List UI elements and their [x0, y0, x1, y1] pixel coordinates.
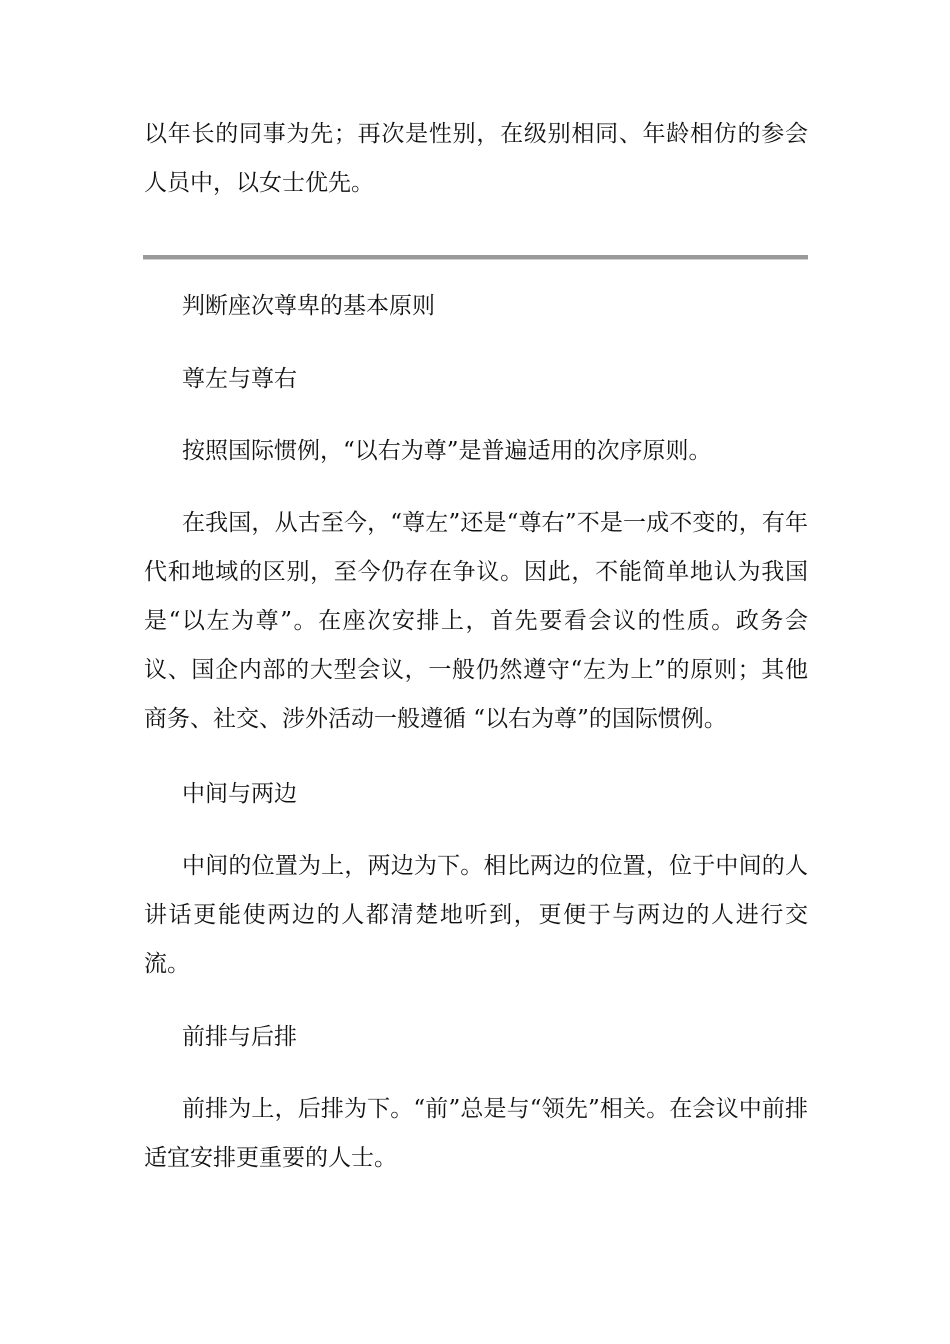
paragraph-front-back: 前排为上，后排为下。“前”总是与“领先”相关。在会议中前排适宜安排更重要的人士。 — [144, 1096, 808, 1171]
section-title: 判断座次尊卑的基本原则 — [182, 293, 435, 319]
paragraph-china-practice: 在我国，从古至今，“尊左”还是“尊右”不是一成不变的，有年代和地域的区别，至今仍存在争议。因此，不能简单地认为我国是“以左为尊”。在座次安排上，首先要看会议的性质。政务会议、国企内部的大型会议，一般仍然遵守“左为上”的原则；其他商务、社交、涉外活动一般遵循 “以右为尊”的国际惯例。 — [144, 510, 808, 732]
subsection-heading-center-sides: 中间与两边 — [182, 781, 297, 807]
subsection-heading-left-right: 尊左与尊右 — [182, 366, 297, 392]
paragraph-center-sides: 中间的位置为上，两边为下。相比两边的位置，位于中间的人讲话更能使两边的人都清楚地听到，更便于与两边的人进行交流。 — [144, 853, 808, 977]
horizontal-divider — [143, 255, 808, 260]
continuation-paragraph: 以年长的同事为先；再次是性别，在级别相同、年龄相仿的参会人员中，以女士优先。 — [144, 121, 808, 196]
paragraph-international-practice: 按照国际惯例，“以右为尊”是普遍适用的次序原则。 — [182, 438, 712, 464]
subsection-heading-front-back: 前排与后排 — [182, 1024, 297, 1050]
